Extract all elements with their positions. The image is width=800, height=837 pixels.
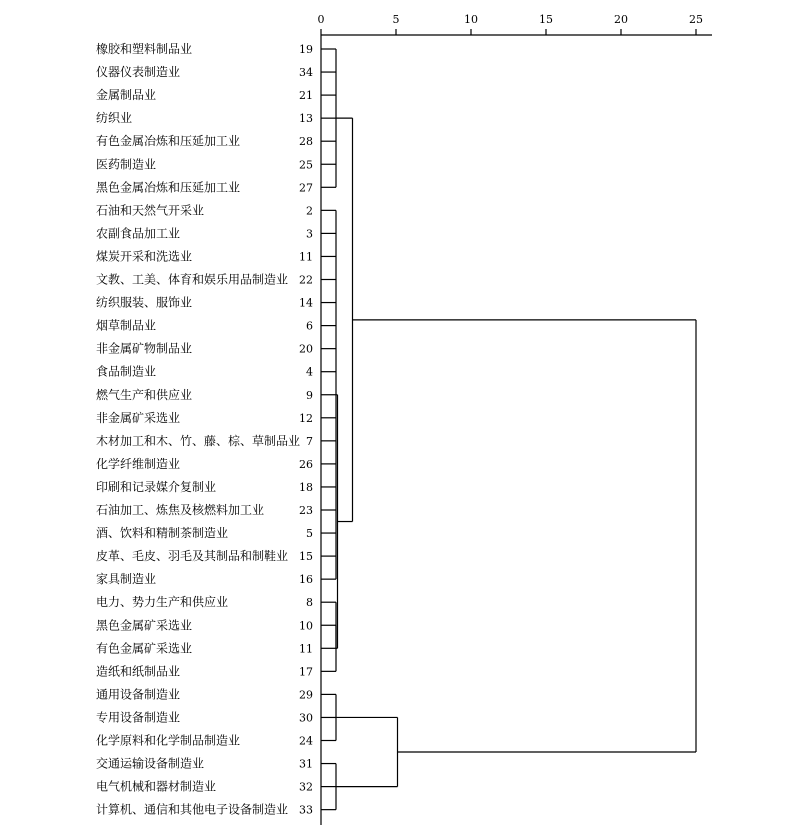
leaf-label: 非金属矿物制品业: [96, 341, 193, 356]
leaf-label: 文教、工美、体育和娱乐用品制造业: [96, 272, 289, 287]
leaf-number: 17: [299, 665, 313, 679]
leaf-number: 33: [299, 803, 313, 817]
leaf-label: 农副食品加工业: [96, 226, 181, 241]
leaf-number: 24: [299, 734, 313, 748]
leaf-number: 34: [299, 66, 313, 80]
leaf-label: 橡胶和塑料制品业: [96, 42, 193, 56]
leaf-number: 28: [299, 135, 313, 149]
leaf-label: 通用设备制造业: [96, 687, 181, 702]
leaf-label: 皮革、毛皮、羽毛及其制品和制鞋业: [96, 549, 289, 564]
leaf-label: 印刷和记录媒介复制业: [96, 479, 217, 494]
leaf-label: 电力、势力生产和供应业: [96, 595, 229, 610]
leaf-label: 金属制品业: [96, 88, 157, 103]
leaf-number: 11: [299, 250, 313, 264]
x-tick-label: 0: [317, 13, 325, 26]
leaf-number: 27: [299, 181, 313, 195]
leaf-label: 家具制造业: [96, 572, 157, 587]
leaf-number: 21: [299, 89, 313, 103]
leaf-label: 石油加工、炼焦及核燃料加工业: [96, 503, 265, 517]
leaf-number: 8: [306, 596, 313, 610]
leaf-label: 专用设备制造业: [96, 710, 181, 725]
x-tick-label: 5: [392, 13, 400, 26]
leaf-label: 非金属矿采选业: [96, 410, 181, 425]
leaf-label: 化学原料和化学制品制造业: [96, 733, 241, 748]
leaf-labels: [96, 41, 313, 817]
x-tick-label: 20: [614, 13, 628, 26]
leaf-number: 23: [299, 504, 313, 517]
leaf-label: 酒、饮料和精制茶制造业: [96, 526, 229, 541]
leaf-label: 石油和天然气开采业: [96, 203, 205, 218]
leaf-label: 黑色金属冶炼和压延加工业: [96, 180, 241, 195]
leaf-label: 燃气生产和供应业: [96, 387, 193, 402]
leaf-label: 化学纤维制造业: [96, 456, 181, 471]
leaf-label: 木材加工和木、竹、藤、棕、草制品业: [96, 433, 301, 448]
dendrogram-tree: [321, 49, 696, 810]
leaf-number: 15: [299, 550, 313, 564]
leaf-label: 造纸和纸制品业: [96, 664, 181, 679]
leaf-label: 电气机械和器材制造业: [96, 779, 217, 794]
leaf-number: 20: [299, 342, 313, 356]
leaf-number: 16: [299, 573, 313, 587]
leaf-label: 食品制造业: [96, 364, 157, 379]
leaf-number: 14: [299, 296, 313, 310]
x-tick-label: 10: [464, 13, 478, 26]
leaf-number: 32: [299, 780, 313, 794]
leaf-number: 5: [306, 527, 313, 541]
leaf-number: 4: [306, 365, 313, 379]
leaf-number: 18: [299, 480, 313, 494]
leaf-number: 2: [306, 204, 313, 218]
leaf-number: 29: [299, 688, 313, 702]
leaf-label: 烟草制品业: [96, 318, 157, 333]
x-axis: [318, 13, 713, 825]
leaf-number: 12: [299, 411, 313, 425]
leaf-number: 13: [299, 112, 313, 126]
leaf-label: 纺织服装、服饰业: [96, 295, 193, 310]
x-tick-label: 15: [539, 13, 553, 26]
leaf-number: 11: [299, 642, 313, 656]
leaf-number: 30: [299, 711, 313, 725]
leaf-label: 有色金属冶炼和压延加工业: [96, 134, 241, 149]
leaf-number: 6: [306, 319, 313, 333]
leaf-number: 22: [299, 273, 313, 287]
leaf-number: 3: [306, 227, 313, 241]
leaf-label: 黑色金属矿采选业: [96, 618, 193, 633]
leaf-label: 计算机、通信和其他电子设备制造业: [96, 802, 289, 817]
leaf-number: 7: [306, 434, 313, 448]
leaf-label: 有色金属矿采选业: [96, 641, 193, 656]
leaf-label: 交通运输设备制造业: [96, 756, 205, 771]
leaf-label: 医药制造业: [96, 157, 157, 172]
leaf-number: 9: [306, 388, 313, 402]
leaf-number: 31: [299, 757, 313, 771]
leaf-number: 10: [299, 619, 313, 633]
leaf-label: 仪器仪表制造业: [96, 65, 181, 80]
leaf-number: 19: [299, 43, 313, 56]
leaf-label: 煤炭开采和洗选业: [96, 249, 193, 264]
x-tick-label: 25: [689, 13, 703, 26]
leaf-number: 26: [299, 457, 313, 471]
leaf-number: 25: [299, 158, 313, 172]
leaf-label: 纺织业: [96, 111, 133, 126]
